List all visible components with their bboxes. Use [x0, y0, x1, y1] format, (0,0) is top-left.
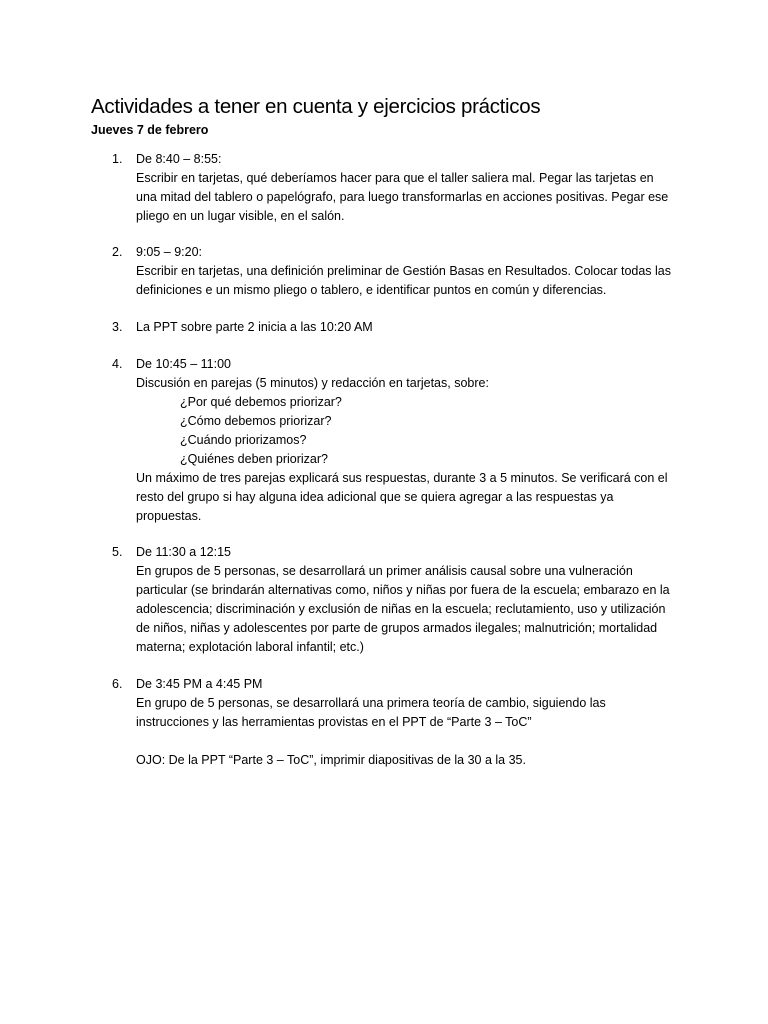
item-body	[136, 355, 681, 526]
item-body	[136, 243, 681, 300]
item-time: De 8:40 – 8:55:	[136, 152, 222, 166]
item-text-line: Discusión en parejas (5 minutos) y redacción en tarjetas, sobre:	[136, 376, 489, 390]
item-number: 1.	[112, 152, 123, 166]
item-body	[136, 150, 681, 226]
item-text-line: de niños, niñas y adolescentes por parte de grupos armados ilegales; malnutrición; mortalidad	[136, 621, 658, 635]
item-text-line: En grupo de 5 personas, se desarrollará una primera teoría de cambio, siguiendo las	[136, 696, 606, 710]
item-note: OJO: De la PPT “Parte 3 – ToC”, imprimir diapositivas de la 30 a la 35.	[136, 753, 526, 767]
question-line: ¿Por qué debemos priorizar?	[180, 395, 342, 409]
item-text-line: una mitad del tablero o papelógrafo, para luego transformarlas en acciones positivas. Pegar ese	[136, 190, 669, 204]
item-text-line: particular (se brindarán alternativas como, niños y niñas por fuera de la escuela; embarazo en la	[136, 583, 670, 597]
item-text-line: La PPT sobre parte 2 inicia a las 10:20 AM	[136, 320, 373, 334]
item-time: De 11:30 a 12:15	[136, 545, 231, 559]
question-line: ¿Cuándo priorizamos?	[180, 433, 307, 447]
document-title: Actividades a tener en cuenta y ejercicios prácticos	[91, 95, 541, 118]
question-line: ¿Quiénes deben priorizar?	[180, 452, 328, 466]
item-text-line: instrucciones y las herramientas provistas en el PPT de “Parte 3 – ToC”	[136, 715, 532, 729]
item-text-line: Escribir en tarjetas, qué deberíamos hacer para que el taller saliera mal. Pegar las tarjetas en	[136, 171, 654, 185]
item-text-line: resto del grupo si hay alguna idea adicional que se quiera agregar a las respuestas ya	[136, 490, 614, 504]
item-text-line: materna; explotación laboral infantil; etc.)	[136, 640, 364, 654]
item-text-line: Escribir en tarjetas, una definición preliminar de Gestión Basas en Resultados. Colocar todas las	[136, 264, 671, 278]
item-body	[136, 318, 681, 337]
item-text-line: pliego en un lugar visible, en el salón.	[136, 209, 345, 223]
question-line: ¿Cómo debemos priorizar?	[180, 414, 332, 428]
item-time: 9:05 – 9:20:	[136, 245, 203, 259]
item-body	[136, 543, 681, 657]
item-body	[136, 675, 681, 770]
item-text-line: En grupos de 5 personas, se desarrollará un primer análisis causal sobre una vulneración	[136, 564, 633, 578]
item-text-line: adolescencia; discriminación y exclusión de niñas en la escuela; reclutamiento, uso y utilización	[136, 602, 666, 616]
item-text-line: Un máximo de tres parejas explicará sus respuestas, durante 3 a 5 minutos. Se verificará con el	[136, 471, 668, 485]
item-number: 3.	[112, 320, 123, 334]
item-number: 5.	[112, 545, 123, 559]
document-date: Jueves 7 de febrero	[91, 123, 209, 137]
item-text-line: definiciones e un mismo pliego o tablero, e identificar puntos en común y diferencias.	[136, 283, 607, 297]
item-number: 2.	[112, 245, 123, 259]
blank-line	[136, 732, 681, 751]
item-text-line: propuestas.	[136, 509, 202, 523]
item-number: 6.	[112, 677, 123, 691]
item-number: 4.	[112, 357, 123, 371]
item-time: De 10:45 – 11:00	[136, 357, 231, 371]
item-time: De 3:45 PM a 4:45 PM	[136, 677, 263, 691]
